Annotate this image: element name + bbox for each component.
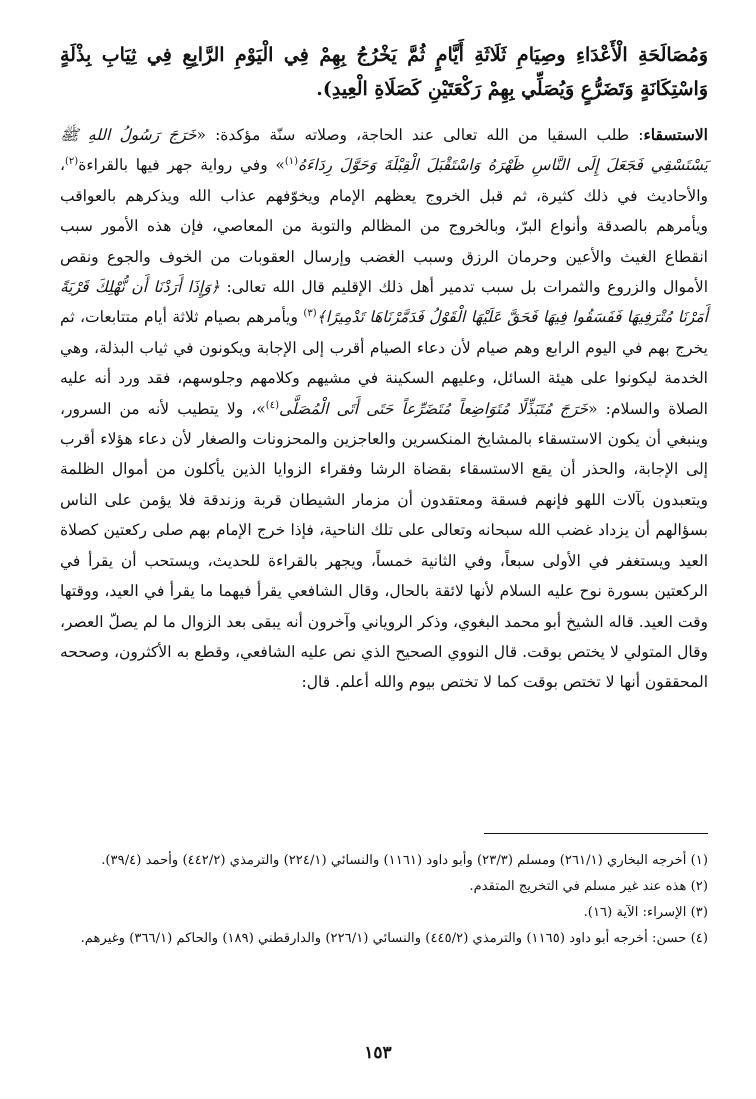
page-number: ١٥٣ <box>364 1043 392 1063</box>
hadith-quote-1: خَرَجَ رَسُولُ اللهِ ﷺ يَسْتَسْقِي فَجَعَلَ إِلَى النَّاسِ ظَهْرَهُ وَاسْتَقْبَلَ الْقِبْلَةَ وَحَوَّلَ رِدَاءَهُ <box>60 126 708 175</box>
footnote-2: (٢) هذه عند غير مسلم في التخريج المتقدم. <box>469 879 708 894</box>
footnote-3: (٣) الإسراء: الآية (١٦). <box>583 905 708 920</box>
commentary-text-1: ، والأحاديث في ذلك كثيرة، ثم قبل الخروج يعظهم الإمام ويخوّفهم عذاب الله ويذكرهم بالعواقب ويأمرهم بالصدقة وأنواع البرّ، وبالخروج من المظالم والتوبة من المعاصي، فإن هذه الأمور سبب انقطاع الغيث والأعين وحرمان الرزق وسبب الغضب وإرسال العقوبات من الخوف والجوع ونقص الأموال والزروع والثمرات بل سبب تدمير أهل ذلك الإقليم قال الله تعالى: <box>60 156 708 297</box>
footnote-ref-4[interactable]: (٤) <box>265 399 279 411</box>
commentary-paragraph <box>60 120 708 698</box>
term-istisqa: الاستسقاء <box>643 125 708 144</box>
page-body <box>60 38 708 698</box>
commentary-mid: » وفي رواية جهر فيها بالقراءة <box>78 156 285 175</box>
footnotes <box>48 848 708 952</box>
commentary-text-3: »، ولا يتطيب لأنه من السرور، وينبغي أن يكون الاستسقاء بالمشايخ المنكسرين والعاجزين والمحزونات والصغار لأن دعاء هؤلاء أقرب إلى الإجابة، والحذر أن يقع الاستسقاء بقضاة الرشا وفقراء الزوايا الذين يأكلون من أموال الظلمة ويتعبدون بآلات اللهو فإنهم فسقة ومعتقدون أن مزمار الشيطان قربة وزندقة فلا يؤمن على الناس بسؤالهم أن يزداد غضب الله سبحانه وتعالى على تلك الناحية، فإذا خرج الإمام بهم صلى ركعتين كصلاة العيد ويستغفر في الأولى سبعاً، وفي الثانية خمساً، ويجهر بالقراءة للحديث، ويستحب أن يقرأ في الركعتين بسورة نوح عليه السلام لأنها لائقة بالحال، وقال الشافعي يقرأ فيهما ما يقرأ في العيد، ووقتها وقت العيد. قاله الشيخ أبو محمد البغوي، وذكر الروياني وآخرون أنه يبقى بعد الزوال ما لم يصلّ العصر، وقال المتولي لا يختص بوقت. قال النووي الصحيح الذي نص عليه الشافعي، وقطع به الأكثرون، وصححه المحققون أنها لا تختص بوقت كما لا تختص بيوم والله أعلم. قال: <box>60 399 708 692</box>
footnote-divider <box>484 833 708 834</box>
footnote-1: (١) أخرجه البخاري (٢٦١/١) ومسلم (٢٣/٣) وأبو داود (١١٦١) والنسائي (٢٢٤/١) والترمذي (٤٤٢/٢) وأحمد (٣٩/٤). <box>101 853 708 868</box>
hadith-quote-2: خَرَجَ مُتَبَذِّلًا مُتَوَاضِعاً مُتَضَرِّعاً حَتَى أَتَى الْمُصَلَّى <box>278 399 589 418</box>
quran-verse: ﴿وَإِذَا أَرَدْنَا أَن نُّهْلِكَ قَرْيَةً أَمَرْنَا مُتْرَفِيهَا فَفَسَقُوا فِيهَا فَحَقَّ عَلَيْهَا الْقَوْلُ فَدَمَّرْنَاهَا تَدْمِيرًا﴾ <box>60 278 708 327</box>
commentary-intro: : طلب السقيا من الله تعالى عند الحاجة، وصلاته سنّة مؤكدة: « <box>196 126 644 144</box>
matn-text: وَمُصَالَحَةِ الْأَعْدَاءِ وصِيَامِ ثَلَاثَةِ أَيَّامٍ ثُمَّ يَخْرُجُ بِهِمْ فِي الْيَوْمِ الرَّابِعِ فِي ثِيَابِ بِذْلَةٍ وَاسْتِكَانَةٍ وَتَضَرُّعٍ وَيُصَلِّي بِهِمْ رَكْعَتَيْنِ كَصَلَاةِ الْعِيدِ). <box>60 44 708 100</box>
footnote-ref-2[interactable]: (٢) <box>65 156 79 168</box>
commentary-text-2: ويأمرهم بصيام ثلاثة أيام متتابعات، ثم يخرج بهم في اليوم الرابع وهم صيام لأن دعاء الصيام أقرب إلى الإجابة ويكونون في ثياب البذلة، وهي الخدمة ليكونوا على هيئة السائل، وعليهم السكينة في مشيهم وكلامهم وجلوسهم، فقد ورد أنه عليه الصلاة والسلام: « <box>60 308 708 418</box>
footnote-ref-3[interactable]: (٣) <box>303 308 317 320</box>
footnote-ref-1[interactable]: (١) <box>284 156 299 168</box>
footnote-4: (٤) حسن: أخرجه أبو داود (١١٦٥) والترمذي (٤٤٥/٢) والنسائي (٢٢٦/١) والدارقطني (١٨٩) والحاكم (٣٦٦/١) وغيرهم. <box>80 931 708 946</box>
